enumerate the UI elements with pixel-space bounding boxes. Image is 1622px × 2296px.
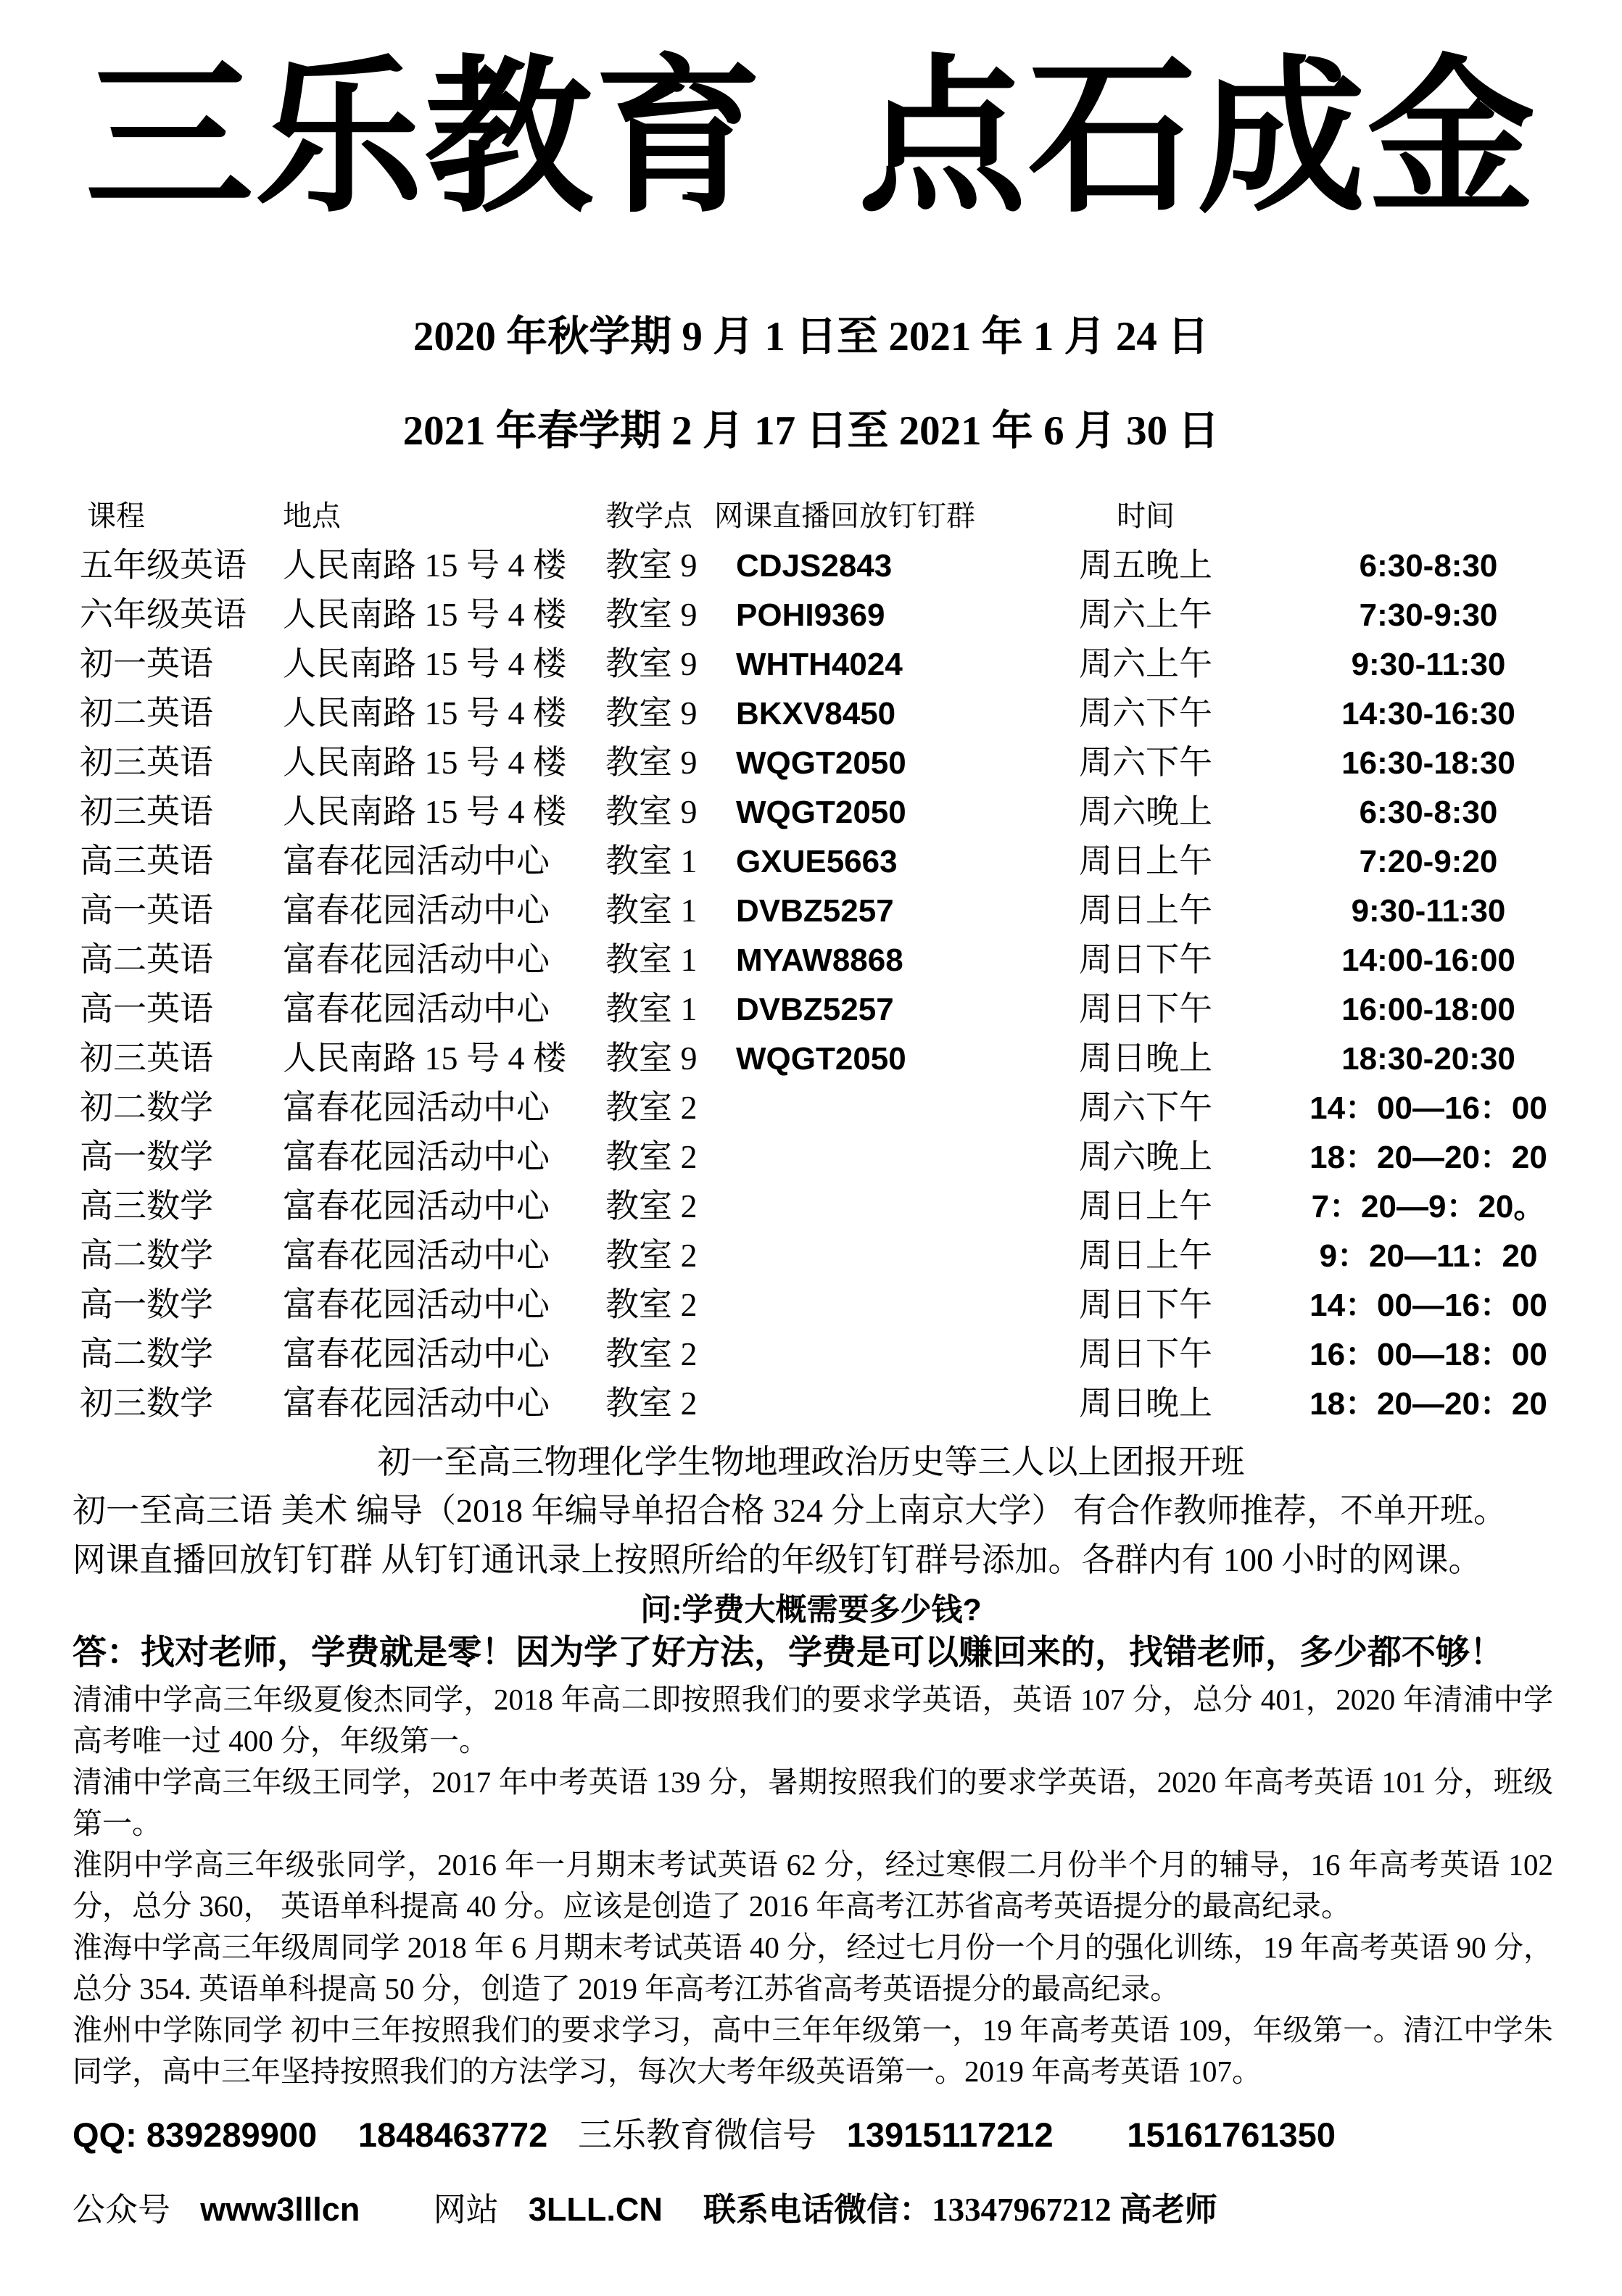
cell-course: 初一英语 [80,645,213,682]
cell-time: 14：00—16：00 [1309,1090,1547,1126]
table-row [73,1034,1622,1083]
semester-dates [0,290,1622,478]
cell-classroom: 教室 2 [605,1385,698,1422]
wechat-number-2: 15161761350 [1127,2115,1336,2154]
table-row [73,1182,1622,1231]
cell-time: 14:00-16:00 [1341,942,1515,978]
cell-course: 高三英语 [80,842,213,879]
cell-code: CDJS2843 [736,548,893,584]
cell-location: 富春花园活动中心 [283,842,550,879]
cell-location: 富春花园活动中心 [283,1188,550,1224]
cell-time: 14:30-16:30 [1341,696,1515,732]
cell-day: 周六下午 [1079,695,1212,732]
cell-day: 周日下午 [1079,1335,1212,1372]
cell-classroom: 教室 9 [605,695,698,732]
table-row [73,1132,1622,1182]
cell-time: 16:00-18:00 [1341,992,1515,1027]
table-row [73,1231,1622,1280]
cell-location: 富春花园活动中心 [283,1335,550,1372]
table-row [73,590,1622,639]
gzh-label: 公众号 [73,2192,171,2228]
gzh-value: www3lllcn [200,2191,360,2228]
cell-time: 9:30-11:30 [1351,647,1506,682]
cell-day: 周日下午 [1079,1286,1212,1323]
cell-day: 周日下午 [1079,990,1212,1027]
cell-classroom: 教室 2 [605,1335,698,1372]
cell-course: 初三数学 [80,1385,213,1422]
cell-time: 7：20—9：20。 [1311,1189,1546,1224]
cell-day: 周五晚上 [1079,547,1212,584]
cell-course: 五年级英语 [80,547,247,584]
table-row [73,639,1622,689]
cell-location: 人民南路 15 号 4 楼 [283,1040,566,1077]
qq-numbers: QQ: 839289900 [73,2115,318,2154]
cell-course: 高二英语 [80,941,213,978]
header-time: 时间 [1117,500,1175,532]
cell-time: 16:30-18:30 [1341,745,1515,781]
cell-time: 18:30-20:30 [1341,1041,1515,1077]
cell-classroom: 教室 2 [605,1188,698,1224]
cell-code: POHI9369 [736,597,885,633]
cell-classroom: 教室 9 [605,596,698,633]
contact-line-qq-wechat [73,2110,1622,2161]
cell-day: 周日晚上 [1079,1040,1212,1077]
cell-classroom: 教室 9 [605,793,698,830]
cell-day: 周六上午 [1079,596,1212,633]
course-table-body [73,541,1622,1428]
cell-time: 9:30-11:30 [1351,893,1506,929]
cell-day: 周六下午 [1079,1089,1212,1126]
testimonial-paragraph: 淮阴中学高三年级张同学，2016 年一月期末考试英语 62 分，经过寒假二月份半个月的辅导，16 年高考英语 102 分，总分 360， 英语单科提高 40 分。应该是创造了 2016 年高考江苏省高考英语提分的最高纪录。 [73,1848,1553,1923]
cell-course: 高一英语 [80,892,213,929]
cell-location: 富春花园活动中心 [283,1138,550,1175]
table-row [73,1083,1622,1132]
cell-code: DVBZ5257 [736,992,894,1027]
testimonial-paragraph: 清浦中学高三年级夏俊杰同学，2018 年高二即按照我们的要求学英语，英语 107 分，总分 401，2020 年清浦中学高考唯一过 400 分，年级第一。 [73,1683,1553,1757]
contact-line-web [73,2186,1622,2234]
cell-location: 人民南路 15 号 4 楼 [283,695,566,732]
testimonials [73,1679,1553,2092]
cell-time: 16：00—18：00 [1309,1337,1547,1372]
cell-classroom: 教室 9 [605,547,698,584]
table-row [73,1330,1622,1379]
semester-line-spring: 2021 年春学期 2 月 17 日至 2021 年 6 月 30 日 [402,408,1220,454]
cell-location: 富春花园活动中心 [283,990,550,1027]
table-row [73,787,1622,837]
cell-classroom: 教室 1 [605,842,698,879]
cell-day: 周六下午 [1079,744,1212,781]
cell-classroom: 教室 1 [605,892,698,929]
cell-time: 6:30-8:30 [1359,795,1498,830]
cell-day: 周日晚上 [1079,1385,1212,1422]
table-row [73,935,1622,985]
tuition-answer: 答：找对老师，学费就是零！因为学了好方法，学费是可以赚回来的，找错老师，多少都不够！ [73,1634,1504,1672]
dingtalk-join-note: 网课直播回放钉钉群 从钉钉通讯录上按照所给的年级钉钉群号添加。各群内有 100 小时的网课。 [73,1541,1482,1578]
cell-time: 9：20—11：20 [1319,1238,1538,1274]
header-course: 课程 [87,500,145,532]
cell-code: BKXV8450 [736,696,896,732]
table-header-row [73,492,1622,541]
header-dingtalk: 网课直播回放钉钉群 [714,500,975,532]
table-row [73,1280,1622,1330]
cell-day: 周日上午 [1079,842,1212,879]
group-enroll-note: 初一至高三物理化学生物地理政治历史等三人以上团报开班 [377,1443,1245,1480]
cell-time: 18：20—20：20 [1309,1386,1547,1422]
cell-course: 初三英语 [80,793,213,830]
table-row [73,541,1622,590]
cell-location: 人民南路 15 号 4 楼 [283,793,566,830]
cell-day: 周日上午 [1079,892,1212,929]
wechat-label: 三乐教育微信号 [577,2117,816,2155]
header-classroom: 教学点 [605,500,692,532]
cell-time: 7:20-9:20 [1359,844,1498,879]
cell-day: 周六上午 [1079,645,1212,682]
cell-time: 7:30-9:30 [1359,597,1498,633]
table-row [73,1379,1622,1428]
cell-location: 富春花园活动中心 [283,892,550,929]
cell-classroom: 教室 9 [605,1040,698,1077]
cell-code: WHTH4024 [736,647,903,682]
cell-classroom: 教室 2 [605,1237,698,1274]
cell-code: WQGT2050 [736,745,906,781]
page-title: 三乐教育 点石成金 [85,46,1537,233]
cell-code: WQGT2050 [736,795,906,830]
cell-location: 富春花园活动中心 [283,1237,550,1274]
cell-day: 周日上午 [1079,1237,1212,1274]
cell-course: 高一英语 [80,990,213,1027]
cell-course: 初三英语 [80,744,213,781]
cell-classroom: 教室 9 [605,744,698,781]
art-course-note: 初一至高三语 美术 编导（2018 年编导单招合格 324 分上南京大学） 有合作教师推荐，不单开班。 [73,1492,1507,1529]
semester-line-fall: 2020 年秋学期 9 月 1 日至 2021 年 1 月 24 日 [413,314,1209,360]
cell-course: 高一数学 [80,1286,213,1323]
cell-location: 富春花园活动中心 [283,941,550,978]
cell-location: 人民南路 15 号 4 楼 [283,744,566,781]
wechat-number-1: 13915117212 [846,2115,1054,2154]
cell-time: 6:30-8:30 [1359,548,1498,584]
cell-course: 高一数学 [80,1138,213,1175]
table-row [73,738,1622,787]
cell-classroom: 教室 2 [605,1138,698,1175]
cell-classroom: 教室 1 [605,941,698,978]
testimonial-paragraph: 淮海中学高三年级周同学 2018 年 6 月期末考试英语 40 分，经过七月份一个月的强化训练，19 年高考英语 90 分， 总分 354. 英语单科提高 50 分，创造了 2019 年高考江苏省高考英语提分的最高纪录。 [73,1931,1553,2005]
cell-time: 14：00—16：00 [1309,1288,1547,1323]
cell-location: 富春花园活动中心 [283,1385,550,1422]
cell-day: 周六晚上 [1079,793,1212,830]
cell-classroom: 教室 2 [605,1286,698,1323]
cell-location: 富春花园活动中心 [283,1089,550,1126]
cell-code: MYAW8868 [736,942,903,978]
site-value: 3LLL.CN [528,2191,663,2228]
cell-classroom: 教室 1 [605,990,698,1027]
cell-course: 初二英语 [80,695,213,732]
cell-classroom: 教室 9 [605,645,698,682]
cell-day: 周六晚上 [1079,1138,1212,1175]
header-location: 地点 [283,500,341,532]
qq-number-2: 1848463772 [357,2115,548,2154]
cell-classroom: 教室 2 [605,1089,698,1126]
cell-location: 人民南路 15 号 4 楼 [283,645,566,682]
cell-course: 高三数学 [80,1188,213,1224]
testimonial-paragraph: 淮州中学陈同学 初中三年按照我们的要求学习，高中三年年级第一，19 年高考英语 109，年级第一。清江中学朱同学，高中三年坚持按照我们的方法学习，每次大考年级英语第一。2019 年高考英语 107。 [73,2013,1553,2088]
cell-day: 周日下午 [1079,941,1212,978]
site-label: 网站 [433,2192,499,2228]
table-row [73,689,1622,738]
cell-location: 富春花园活动中心 [283,1286,550,1323]
cell-course: 六年级英语 [80,596,247,633]
table-row [73,886,1622,935]
cell-location: 人民南路 15 号 4 楼 [283,547,566,584]
cell-code: DVBZ5257 [736,893,894,929]
table-row [73,837,1622,886]
course-table [73,492,1622,1428]
cell-course: 高二数学 [80,1237,213,1274]
cell-course: 初三英语 [80,1040,213,1077]
cell-location: 人民南路 15 号 4 楼 [283,596,566,633]
phone-wechat-contact: 联系电话微信：13347967212 高老师 [703,2192,1217,2228]
cell-course: 高二数学 [80,1335,213,1372]
cell-day: 周日上午 [1079,1188,1212,1224]
cell-code: WQGT2050 [736,1041,906,1077]
table-row [73,985,1622,1034]
tuition-question: 问:学费大概需要多少钱? [640,1593,982,1628]
testimonial-paragraph: 清浦中学高三年级王同学，2017 年中考英语 139 分，暑期按照我们的要求学英语，2020 年高考英语 101 分，班级第一。 [73,1765,1553,1840]
cell-course: 初二数学 [80,1089,213,1126]
cell-time: 18：20—20：20 [1309,1140,1547,1175]
cell-code: GXUE5663 [736,844,898,879]
